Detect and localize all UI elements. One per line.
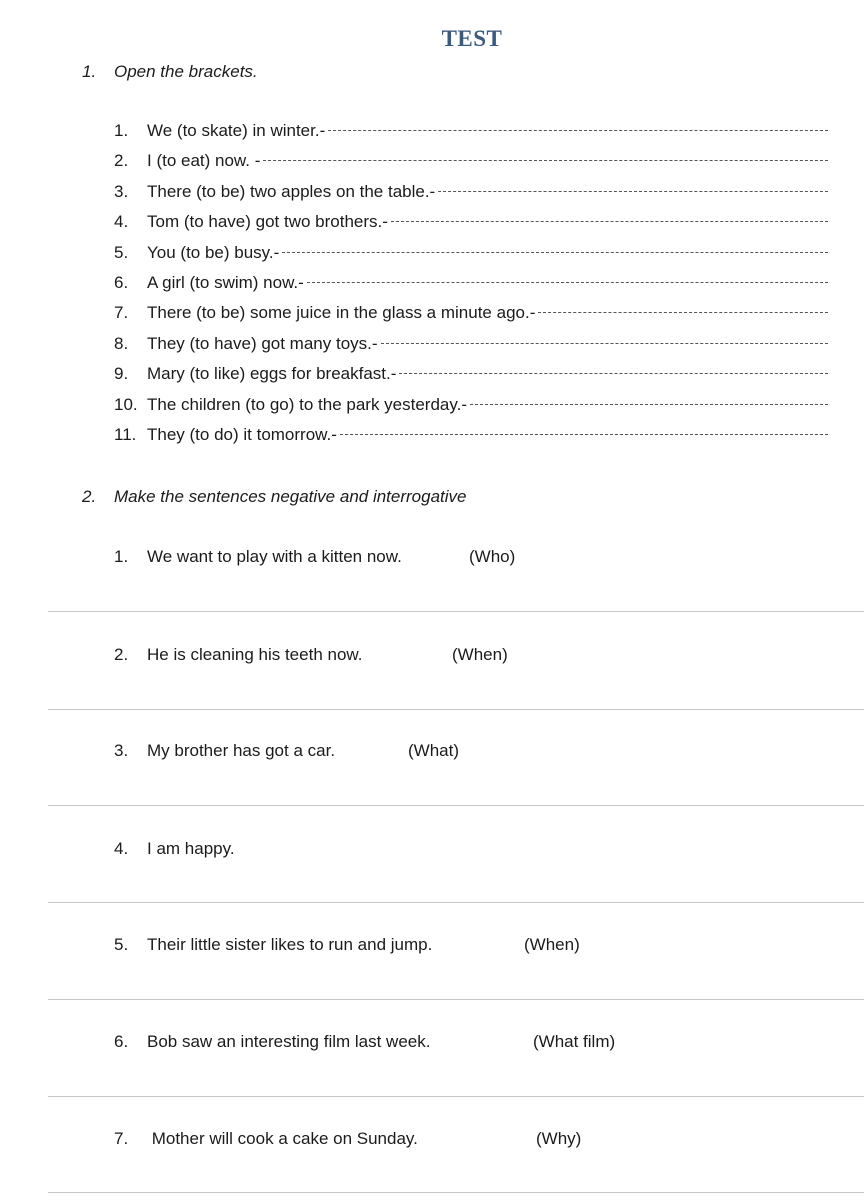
exercise-1-item — [114, 425, 828, 455]
item-text: Mary (to like) eggs for breakfast.- — [147, 364, 397, 384]
item-text: Mother will cook a cake on Sunday. — [147, 1129, 418, 1148]
item-number: 3. — [114, 741, 129, 760]
item-number: 2. — [114, 645, 129, 664]
item-number: 2. — [114, 151, 129, 171]
exercise-1-item — [114, 243, 828, 273]
exercise-2-item — [114, 935, 580, 955]
answer-dash-line[interactable] — [282, 252, 828, 253]
question-word: (Who) — [469, 547, 516, 566]
item-text: We want to play with a kitten now. — [147, 547, 402, 566]
answer-dash-line[interactable] — [391, 221, 828, 222]
item-text: They (to do) it tomorrow.- — [147, 424, 337, 444]
item-text: Bob saw an interesting film last week. — [147, 1032, 431, 1051]
exercise-1-item — [114, 303, 828, 333]
item-text: I (to eat) now. - — [147, 151, 261, 171]
item-number: 1. — [114, 547, 129, 566]
answer-line[interactable] — [48, 902, 864, 903]
exercise-2-item — [114, 547, 516, 567]
question-word: (When) — [452, 645, 508, 664]
answer-line[interactable] — [48, 1192, 864, 1193]
section-2-number: 2. — [82, 487, 97, 506]
exercise-1-item — [114, 212, 828, 242]
item-text: A girl (to swim) now.- — [147, 272, 304, 292]
exercise-1-item — [114, 364, 828, 394]
item-text: There (to be) two apples on the table.- — [147, 181, 436, 201]
question-word: (Why) — [536, 1129, 582, 1148]
item-text: Their little sister likes to run and jump. — [147, 935, 433, 954]
answer-dash-line[interactable] — [307, 282, 828, 283]
item-text: I am happy. — [147, 839, 235, 858]
item-number: 3. — [114, 181, 129, 201]
question-word: (When) — [524, 935, 580, 954]
exercise-2-item — [114, 645, 508, 665]
item-number: 7. — [114, 1129, 129, 1148]
item-number: 5. — [114, 242, 129, 262]
section-1-number: 1. — [82, 62, 97, 81]
answer-dash-line[interactable] — [538, 312, 828, 313]
answer-dash-line[interactable] — [438, 191, 828, 192]
section-2-title: Make the sentences negative and interrogative — [114, 487, 467, 506]
item-number: 6. — [114, 272, 129, 292]
answer-line[interactable] — [48, 709, 864, 710]
answer-dash-line[interactable] — [381, 343, 828, 344]
answer-line[interactable] — [48, 999, 864, 1000]
exercise-1-item — [114, 395, 828, 425]
item-number: 11. — [114, 424, 137, 444]
item-number: 9. — [114, 364, 129, 384]
exercise-1-item — [114, 182, 828, 212]
answer-dash-line[interactable] — [328, 130, 828, 131]
section-1-title: Open the brackets. — [114, 62, 258, 81]
question-word: (What film) — [533, 1032, 616, 1051]
item-number: 5. — [114, 935, 129, 954]
section-1-heading — [82, 62, 258, 82]
exercise-2-item — [114, 741, 459, 761]
item-number: 10. — [114, 394, 138, 414]
answer-line[interactable] — [48, 805, 864, 806]
answer-dash-line[interactable] — [399, 373, 828, 374]
item-text: Tom (to have) got two brothers.- — [147, 212, 388, 232]
item-number: 1. — [114, 121, 129, 140]
exercise-1-item — [114, 334, 828, 364]
exercise-2-item — [114, 1129, 582, 1149]
item-text: They (to have) got many toys.- — [147, 333, 378, 353]
item-number: 8. — [114, 333, 129, 353]
answer-line[interactable] — [48, 1096, 864, 1097]
exercise-1-list — [114, 121, 828, 455]
answer-dash-line[interactable] — [470, 404, 828, 405]
section-2-heading — [82, 487, 467, 507]
exercise-1-item — [114, 273, 828, 303]
exercise-2-item — [114, 1032, 616, 1052]
item-number: 4. — [114, 839, 129, 858]
item-number: 4. — [114, 212, 129, 232]
item-number: 7. — [114, 303, 129, 323]
item-text: The children (to go) to the park yesterday.- — [147, 394, 468, 414]
exercise-2-item — [114, 839, 235, 859]
item-text: There (to be) some juice in the glass a minute ago.- — [147, 303, 536, 323]
page-title: TEST — [441, 26, 503, 51]
exercise-1-item — [114, 121, 828, 151]
answer-dash-line[interactable] — [263, 160, 828, 161]
question-word: (What) — [408, 741, 459, 760]
answer-dash-line[interactable] — [340, 434, 828, 435]
exercise-1-item — [114, 151, 828, 181]
answer-line[interactable] — [48, 611, 864, 612]
item-text: You (to be) busy.- — [147, 242, 280, 262]
item-text: My brother has got a car. — [147, 741, 336, 760]
item-text: We (to skate) in winter.- — [147, 121, 326, 140]
item-text: He is cleaning his teeth now. — [147, 645, 363, 664]
item-number: 6. — [114, 1032, 129, 1051]
